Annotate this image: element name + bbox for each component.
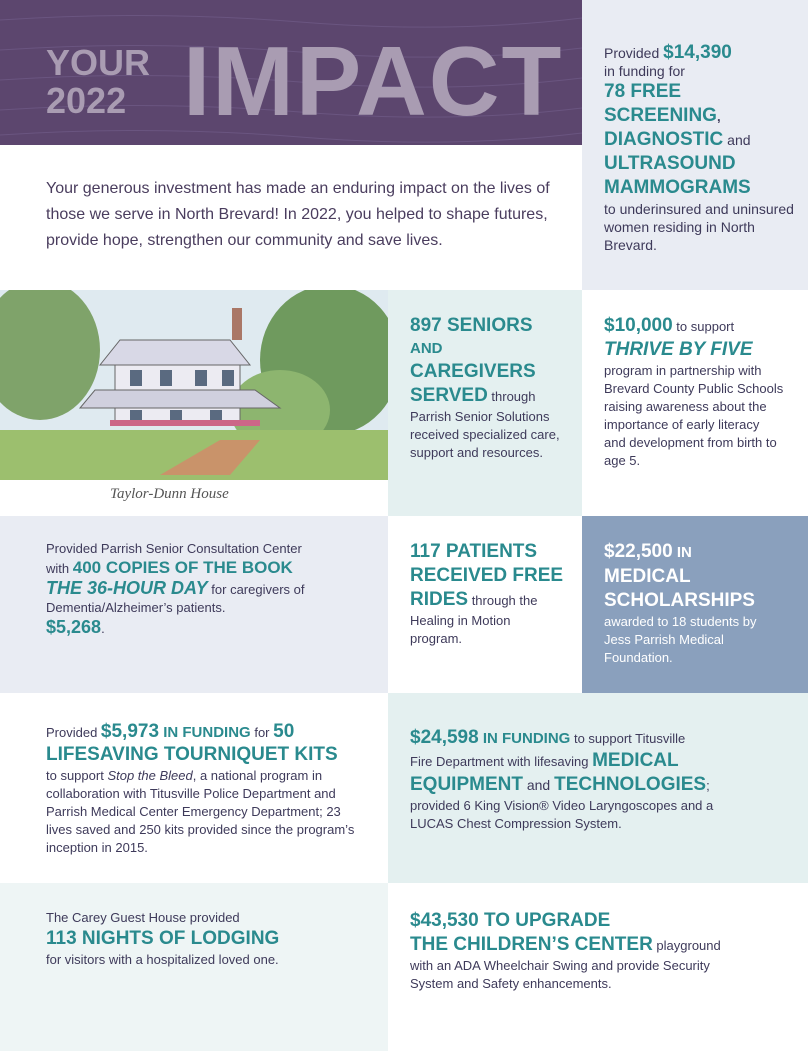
thrive-card	[582, 290, 808, 516]
child-center: THE CHILDREN’S CENTER	[410, 934, 653, 955]
rides-card	[388, 516, 582, 693]
house-drawing	[0, 290, 388, 480]
book-amount-line	[46, 617, 388, 638]
book-period: .	[101, 621, 105, 636]
scholarships-card	[582, 516, 808, 693]
book-copies-line	[46, 558, 388, 578]
mammo-comma: ,	[716, 109, 721, 124]
book-for: for caregivers of	[207, 582, 305, 597]
fire-semi: ;	[706, 778, 710, 793]
header-2022: 2022	[46, 80, 127, 121]
seniors-line4	[410, 384, 582, 408]
intro-paragraph: Your generous investment has made an enduring impact on the lives of those we serve in North Brevard! In 2022, you helped to shape futures, provide hope, strengthen our community and save lives.	[46, 180, 550, 249]
mammo-screening: SCREENING	[604, 105, 717, 126]
fire-line2	[410, 749, 808, 773]
fire-tech: TECHNOLOGIES	[554, 774, 707, 795]
header-title: IMPACT	[183, 26, 564, 136]
mammo-line5: MAMMOGRAMS	[604, 177, 751, 198]
mammo-diagnostic: DIAGNOSTIC	[604, 129, 724, 150]
book-amount: $5,268	[46, 617, 102, 637]
seniors-through: through	[487, 389, 536, 404]
fire-dept-card	[388, 693, 808, 883]
mammo-line4: ULTRASOUND	[604, 153, 736, 174]
carey-intro: The Carey Guest House provided	[46, 910, 240, 925]
child-line2	[410, 933, 808, 957]
tourn-for: for	[250, 725, 274, 740]
book-copies: 400 COPIES OF THE BOOK	[72, 558, 293, 577]
schol-amount-line	[604, 540, 808, 565]
schol-rest: awarded to 18 students by Jess Parrish Medical Foundation.	[604, 614, 757, 665]
child-playground: playground	[652, 938, 721, 953]
child-line1	[410, 909, 808, 933]
fire-rest: provided 6 King Vision® Video Laryngoscopes and a LUCAS Chest Compression System.	[410, 798, 714, 831]
rides-line3	[410, 588, 582, 612]
tourn-rest: , a national program in collaboration with Titusville Police Department and Parrish Medical Center Emergency Department; 23 lives saved and 250 kits provided since the program’s inception in 2015.	[46, 768, 355, 855]
mammogram-card	[582, 0, 808, 290]
tourniquet-card	[0, 693, 388, 883]
carey-nights: 113 NIGHTS OF LODGING	[46, 928, 280, 949]
book-rest: Dementia/Alzheimer’s patients.	[46, 600, 226, 615]
fire-line3	[410, 773, 808, 797]
seniors-rest: Parrish Senior Solutions received specialized care, support and resources.	[410, 409, 560, 460]
tourn-provided: Provided	[46, 725, 101, 740]
fire-in-funding: IN FUNDING	[478, 730, 571, 747]
fire-line1	[410, 727, 808, 749]
book-title-line	[46, 578, 388, 599]
child-amount: $43,530	[410, 910, 479, 931]
schol-line2: MEDICAL	[604, 566, 691, 587]
fire-amount: $24,598	[410, 727, 479, 748]
mammo-rest: to underinsured and uninsured women residing in North Brevard.	[604, 201, 794, 253]
schol-in: IN	[672, 544, 692, 561]
rides-line2: RECEIVED FREE	[410, 565, 564, 586]
child-to-upgrade: TO UPGRADE	[478, 910, 611, 931]
thrive-amount: $10,000	[604, 315, 673, 336]
tourn-amount: $5,973	[100, 721, 160, 742]
seniors-card	[388, 290, 582, 516]
child-rest: with an ADA Wheelchair Swing and provide Security System and Safety enhancements.	[410, 958, 710, 991]
thrive-program: THRIVE BY FIVE	[604, 339, 753, 360]
tourn-fifty: 50	[273, 721, 295, 742]
header-your: YOUR	[46, 42, 151, 83]
thrive-rest: program in partnership with Brevard County Public Schools raising awareness about the importance of early literacy and development from birth to age 5.	[604, 363, 784, 468]
house-illustration	[0, 290, 388, 516]
seniors-line2: AND	[410, 340, 443, 357]
book-title: THE 36-HOUR DAY	[46, 578, 208, 598]
seniors-line3: CAREGIVERS	[410, 361, 536, 382]
header-banner	[0, 0, 582, 145]
tourn-program: Stop the Bleed	[107, 768, 193, 783]
rides-rides: RIDES	[410, 589, 469, 610]
schol-line3: SCHOLARSHIPS	[604, 590, 755, 611]
mammo-and: and	[723, 132, 751, 148]
book-card	[0, 516, 388, 693]
mammo-intro	[604, 44, 808, 62]
childrens-center-card	[388, 883, 808, 1051]
seniors-line1: 897 SENIORS	[410, 315, 533, 336]
tourn-in-funding: IN FUNDING	[159, 724, 251, 741]
mammo-line2	[604, 104, 808, 128]
book-with: with	[46, 561, 73, 576]
tourn-line2: LIFESAVING TOURNIQUET KITS	[46, 744, 338, 765]
rides-through: through the	[468, 593, 538, 608]
fire-to-support: to support Titusville	[570, 731, 686, 746]
rides-line1: 117 PATIENTS	[410, 541, 538, 562]
fire-equipment: EQUIPMENT	[410, 774, 523, 795]
seniors-served: SERVED	[410, 385, 488, 406]
tourn-to-support: to support	[46, 768, 108, 783]
mammo-line1: 78 FREE	[604, 81, 682, 102]
thrive-amount-line	[604, 314, 808, 338]
mammo-provided: Provided	[604, 45, 664, 61]
header-year	[46, 44, 150, 120]
rides-rest: Healing in Motion program.	[410, 613, 511, 646]
mammo-in-funding: in funding for	[604, 63, 685, 79]
tourn-line1	[46, 721, 388, 743]
carey-rest: for visitors with a hospitalized loved one.	[46, 952, 279, 967]
fire-mid: Fire Department with lifesaving	[410, 754, 593, 769]
mammo-line3	[604, 128, 808, 152]
thrive-to-support: to support	[672, 319, 735, 334]
book-intro: Provided Parrish Senior Consultation Center	[46, 541, 302, 556]
tourn-rest-block	[46, 767, 361, 857]
schol-amount: $22,500	[604, 541, 673, 562]
house-caption: Taylor-Dunn House	[110, 486, 229, 502]
mammo-amount: $14,390	[663, 42, 732, 63]
carey-card	[0, 883, 388, 1051]
fire-medical: MEDICAL	[592, 750, 679, 771]
fire-and: and	[522, 777, 555, 793]
